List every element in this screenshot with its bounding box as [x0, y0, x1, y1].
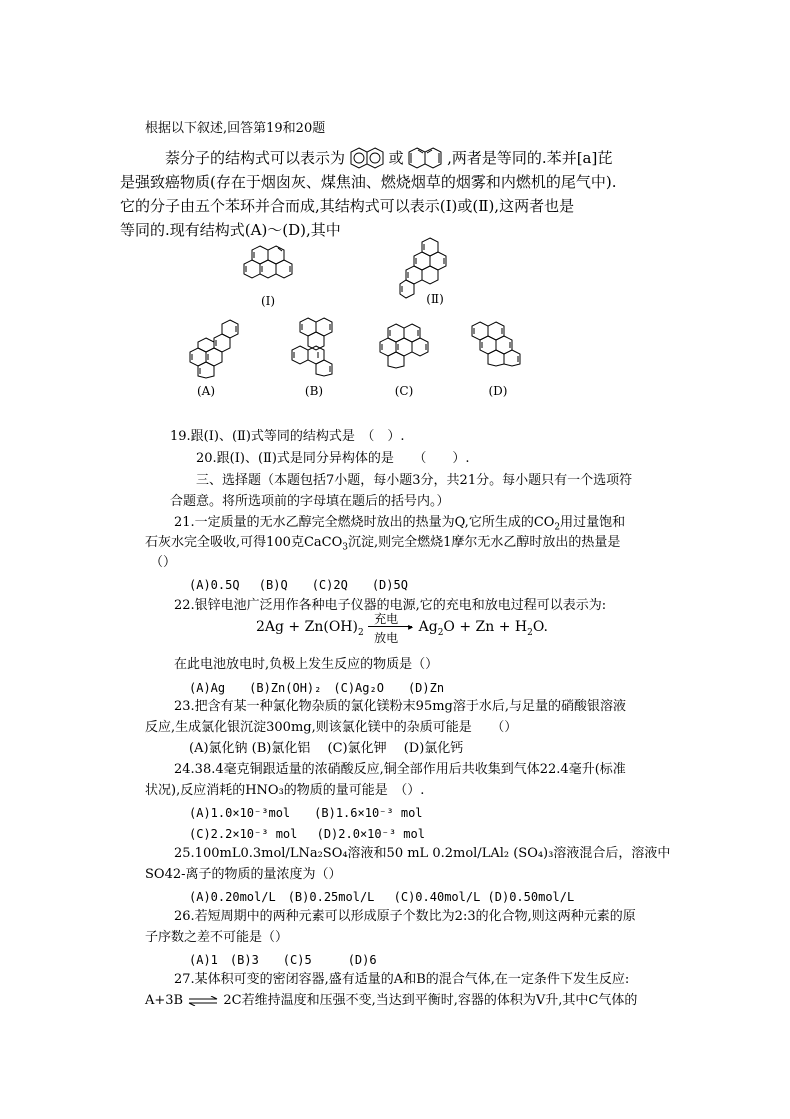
question-20: 20.跟(Ⅰ)、(Ⅱ)式是同分异构体的是 （ ）.	[196, 451, 470, 466]
q26-line1: 26.若短周期中的两种元素可以形成原子个数比为2:3的化合物,则这两种元素的原	[174, 909, 636, 924]
structure-D-drawing	[470, 320, 526, 368]
structure-I-drawing	[238, 244, 300, 294]
label-B: (B)	[304, 384, 324, 398]
structure-A-drawing	[186, 318, 242, 380]
label-II: (Ⅱ)	[426, 292, 444, 306]
reversible-arrow: 充电 ▸ 放电	[368, 612, 414, 642]
equilibrium-arrow	[187, 996, 219, 1006]
naphthalene-structure-2	[408, 147, 442, 171]
label-I: (Ⅰ)	[260, 294, 276, 308]
q24-line1: 24.38.4毫克铜跟适量的浓硝酸反应,铜全部作用后共收集到气体22.4毫升(标准	[174, 762, 626, 777]
q27-line1: 27.某体积可变的密闭容器,盛有适量的A和B的混合气体,在一定条件下发生反应:	[174, 972, 630, 987]
q24-options-ab: (A)1.0×10⁻³mol (B)1.6×10⁻³ mol	[189, 806, 423, 820]
q25-line2: SO42-离子的物质的量浓度为（）	[145, 867, 342, 882]
section-3-line1: 三、选择题（本题包括7小题，每小题3分，共21分。每小题只有一个选项符	[196, 473, 633, 488]
structure-C-drawing	[378, 322, 430, 370]
label-D: (D)	[488, 384, 508, 398]
q25-line1: 25.100mL0.3mol/LNa₂SO₄溶液和50 mL 0.2mol/LAl₂ (SO₄)₃溶液混合后，溶液中	[174, 846, 671, 861]
label-A: (A)	[196, 384, 216, 398]
question-19: 19.跟(Ⅰ)、(Ⅱ)式等同的结构式是 （ ）.	[170, 429, 405, 444]
q25-options: (A)0.20mol/L (B)0.25mol/L (C)0.40mol/L (D)0.50mol/L	[189, 890, 575, 904]
section-3-line2: 合题意。将所选项前的字母填在题后的括号内。）	[170, 494, 450, 509]
q23-line1: 23.把含有某一种氯化物杂质的氯化镁粉末95mg溶于水后,与足量的硝酸银溶液	[174, 699, 626, 714]
naphthalene-structure-1	[350, 147, 384, 171]
q22-options: (A)Ag (B)Zn(OH)₂ (C)Ag₂O (D)Zn	[189, 681, 445, 695]
intro-line: 根据以下叙述,回答第19和20题	[145, 121, 326, 136]
q21-options: (A)0.5Q (B)Q (C)2Q (D)5Q	[189, 578, 408, 592]
q21-line3: （）	[150, 555, 177, 570]
q24-options-cd: (C)2.2×10⁻³ mol (D)2.0×10⁻³ mol	[189, 827, 425, 841]
para1-line3: 它的分子由五个苯环并合而成,其结构式可以表示(Ⅰ)或(Ⅱ),这两者也是	[120, 197, 575, 215]
q22-line2: 在此电池放电时,负极上发生反应的物质是（）	[174, 657, 439, 672]
q23-line2: 反应,生成氯化银沉淀300mg,则该氯化镁中的杂质可能是 （）	[145, 720, 518, 735]
label-C: (C)	[394, 384, 414, 398]
q23-options: (A)氯化钠 (B)氯化铝 (C)氯化钾 (D)氯化钙	[189, 741, 464, 756]
structure-B-drawing	[290, 316, 340, 378]
structure-II-drawing	[398, 236, 450, 300]
q27-line2: A+3B 2C若维持温度和压强不变,当达到平衡时,容器的体积为V升,其中C气体的	[145, 993, 638, 1008]
q21-line2: 石灰水完全吸收,可得100克CaCO$_3$沉淀,则完全燃烧1摩尔无水乙醇时放出的热量是	[145, 535, 621, 553]
q26-line2: 子序数之差不可能是（）	[145, 930, 289, 945]
q26-options: (A)1 (B)3 (C)5 (D)6	[189, 953, 377, 967]
para1-line2: 是强致癌物质(存在于烟囱灰、煤焦油、燃烧烟草的烟雾和内燃机的尾气中).	[120, 173, 617, 191]
q24-line2: 状况),反应消耗的HNO₃的物质的量可能是 （）.	[145, 783, 425, 798]
q22-line1: 22.银锌电池广泛用作各种电子仪器的电源,它的充电和放电过程可以表示为:	[174, 598, 607, 613]
para1-line4: 等同的.现有结构式(A)～(D),其中	[120, 221, 341, 239]
para1-line1: 萘分子的结构式可以表示为 或 ,两者是等同的.苯并[a]芘	[165, 146, 612, 171]
q21-line1: 21.一定质量的无水乙醇完全燃烧时放出的热量为Q,它所生成的$CO_2$用过量饱和	[174, 515, 626, 533]
q22-equation: $2Ag + Zn(OH)_2$ 充电 ▸ 放电 $Ag_2O + Zn + H_2O$.	[256, 612, 548, 645]
